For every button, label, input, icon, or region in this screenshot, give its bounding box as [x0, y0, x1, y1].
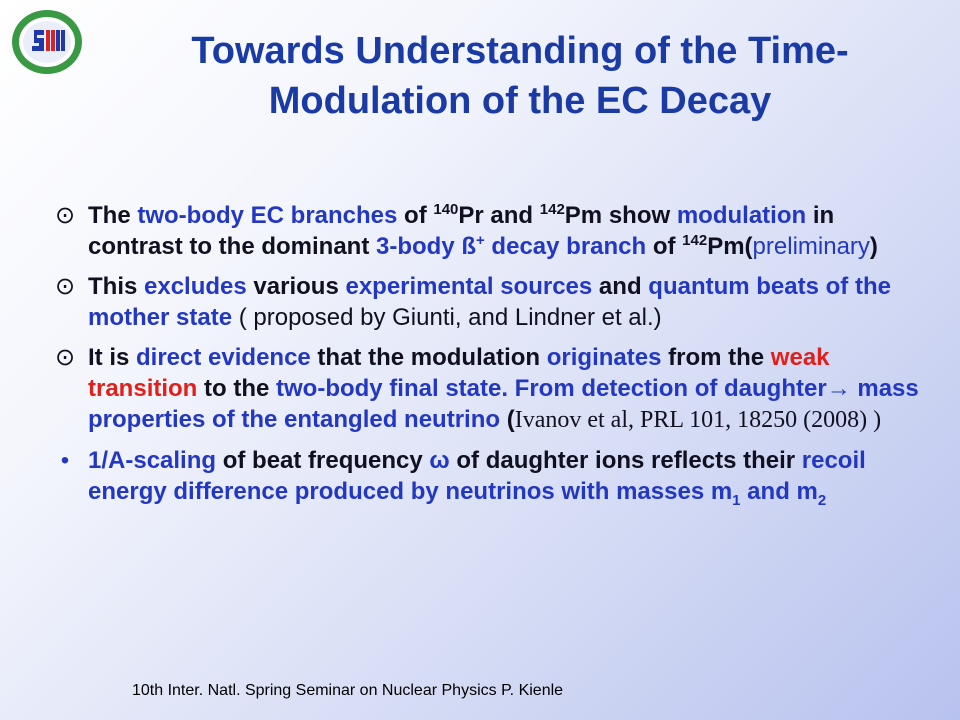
text-run: various	[246, 273, 346, 300]
mass-number-142: 142	[539, 201, 565, 218]
beta-plus-superscript: +	[476, 232, 485, 249]
text-run: that the modulation	[310, 344, 547, 371]
highlight-preliminary: preliminary	[752, 233, 870, 260]
bullet-item-direct-evidence	[50, 342, 930, 436]
highlight-decay-branch: decay branch	[484, 233, 647, 260]
text-run: This	[88, 273, 145, 300]
highlight-excludes: excludes	[144, 273, 247, 300]
text-run: Pm(	[707, 233, 753, 260]
highlight-two-body-final-state: two-body final state.	[276, 375, 509, 402]
highlight-experimental-sources: experimental sources	[345, 273, 593, 300]
highlight-direct-evidence: direct evidence	[136, 344, 311, 371]
highlight-recoil-energy: recoil energy difference produced by neutrinos with masses m	[88, 447, 866, 505]
text-run: (	[500, 406, 515, 433]
footer-text: 10th Inter. Natl. Spring Seminar on Nuclear Physics P. Kienle	[132, 682, 564, 699]
highlight-originates: originates	[546, 344, 662, 371]
arrow-right-icon: →	[826, 375, 851, 402]
citation-ivanov: Ivanov et al, PRL 101, 18250 (2008) )	[514, 407, 882, 433]
omega-symbol: ω	[429, 447, 450, 474]
bullet-item-ec-branches	[50, 200, 930, 262]
circle-bullet-icon: ⊙	[54, 202, 76, 229]
highlight-quantum-beats: quantum beats of the mother state	[88, 273, 891, 331]
text-run: Pr and	[458, 202, 540, 229]
mass-number-140: 140	[433, 201, 459, 218]
text-run: The	[88, 202, 138, 229]
title-line-1: Towards Understanding of the Time-	[191, 30, 849, 72]
text-run: Pm show	[564, 202, 677, 229]
text-run: to the	[197, 375, 276, 402]
mass-number-142: 142	[682, 232, 708, 249]
text-run: from the	[661, 344, 771, 371]
smi-logo	[8, 6, 86, 78]
highlight-weak-transition: weak transition	[88, 344, 830, 402]
text-run: and m	[740, 478, 818, 505]
title-line-2: Modulation of the EC Decay	[268, 80, 772, 122]
text-run: ( proposed by Giunti, and Lindner et al.)	[232, 304, 662, 331]
bullet-item-scaling	[50, 445, 930, 507]
highlight-mass-properties: mass properties of the entangled neutrino	[88, 375, 919, 433]
text-run: of daughter ions reflects their	[449, 447, 802, 474]
bullet-list	[50, 200, 930, 516]
highlight-modulation: modulation	[676, 202, 807, 229]
slide-title	[90, 26, 950, 126]
highlight-from-detection: From detection of daughter	[508, 375, 827, 402]
highlight-1a-scaling: 1/A-scaling	[88, 447, 217, 474]
dot-bullet-icon: •	[60, 447, 70, 474]
circle-bullet-icon: ⊙	[54, 273, 76, 300]
text-run: of	[397, 202, 434, 229]
text-run: of beat frequency	[216, 447, 430, 474]
text-run: in contrast to the dominant	[88, 202, 835, 260]
text-run: of	[646, 233, 683, 260]
highlight-3-body: 3-body ß	[376, 233, 476, 260]
bullet-item-excludes	[50, 271, 930, 333]
text-run: It is	[88, 344, 137, 371]
subscript-2: 2	[817, 491, 827, 509]
highlight-two-body-ec: two-body EC branches	[137, 202, 398, 229]
text-run: and	[592, 273, 649, 300]
text-run: )	[869, 233, 878, 260]
circle-bullet-icon: ⊙	[54, 344, 76, 371]
subscript-1: 1	[732, 491, 741, 509]
